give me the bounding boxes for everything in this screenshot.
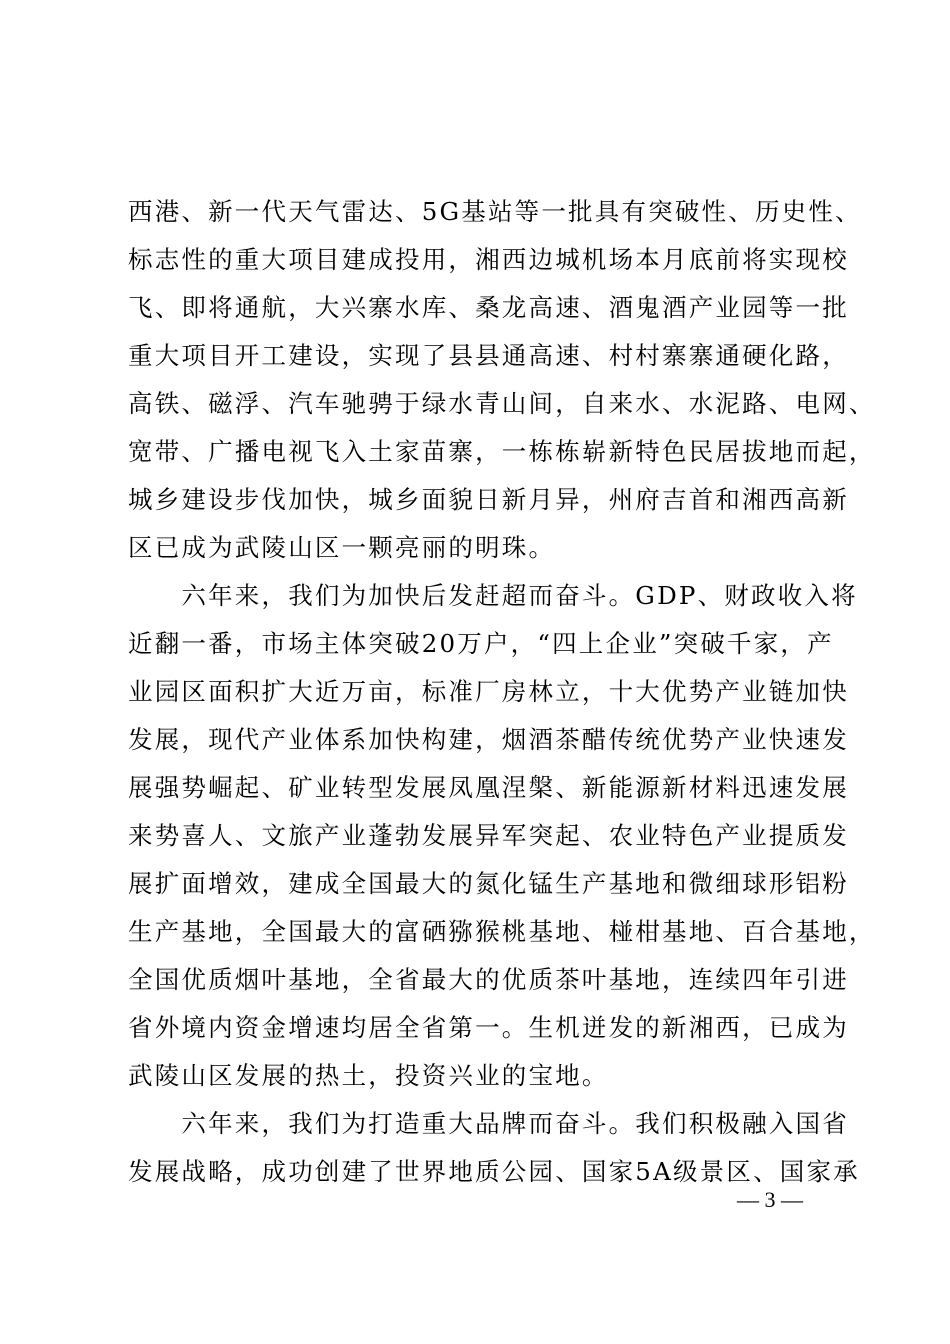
- text-line: 六年来，我们为加快后发赶超而奋斗。GDP、财政收入将: [128, 581, 858, 610]
- text-line: 生产基地，全国最大的富硒猕猴桃基地、椪柑基地、百合基地，: [128, 917, 876, 946]
- text-line: 武陵山区发展的热土，投资兴业的宝地。: [128, 1061, 609, 1090]
- text-line: 区已成为武陵山区一颗亮丽的明珠。: [128, 533, 556, 562]
- text-line: 标志性的重大项目建成投用，湘西边城机场本月底前将实现校: [128, 245, 849, 274]
- text-line: 来势喜人、文旅产业蓬勃发展异军突起、农业特色产业提质发: [128, 821, 849, 850]
- text-line: 省外境内资金增速均居全省第一。生机迸发的新湘西，已成为: [128, 1013, 849, 1042]
- page-number: — 3 —: [737, 1187, 803, 1212]
- text-line: 六年来，我们为打造重大品牌而奋斗。我们积极融入国省: [128, 1109, 849, 1138]
- text-line: 发展战略，成功创建了世界地质公园、国家5A级景区、国家承: [128, 1157, 860, 1186]
- text-line: 宽带、广播电视飞入土家苗寨，一栋栋崭新特色民居拔地而起，: [128, 437, 876, 466]
- text-line: 发展，现代产业体系加快构建，烟酒茶醋传统优势产业快速发: [128, 725, 849, 754]
- text-line: 业园区面积扩大近万亩，标准厂房林立，十大优势产业链加快: [128, 677, 849, 706]
- text-line: 展强势崛起、矿业转型发展凤凰涅槃、新能源新材料迅速发展: [128, 773, 849, 802]
- text-line: 飞、即将通航，大兴寨水库、桑龙高速、酒鬼酒产业园等一批: [128, 293, 849, 322]
- text-line: 展扩面增效，建成全国最大的氮化锰生产基地和微细球形铝粉: [128, 869, 849, 898]
- text-line: 高铁、磁浮、汽车驰骋于绿水青山间，自来水、水泥路、电网、: [128, 389, 876, 418]
- text-line: 西港、新一代天气雷达、5G基站等一批具有突破性、历史性、: [128, 197, 862, 226]
- text-line: 近翻一番，市场主体突破20万户，“四上企业”突破千家，产: [128, 629, 834, 658]
- text-line: 城乡建设步伐加快，城乡面貌日新月异，州府吉首和湘西高新: [128, 485, 849, 514]
- text-line: 全国优质烟叶基地，全省最大的优质茶叶基地，连续四年引进: [128, 965, 849, 994]
- text-line: 重大项目开工建设，实现了县县通高速、村村寨寨通硬化路，: [128, 341, 849, 370]
